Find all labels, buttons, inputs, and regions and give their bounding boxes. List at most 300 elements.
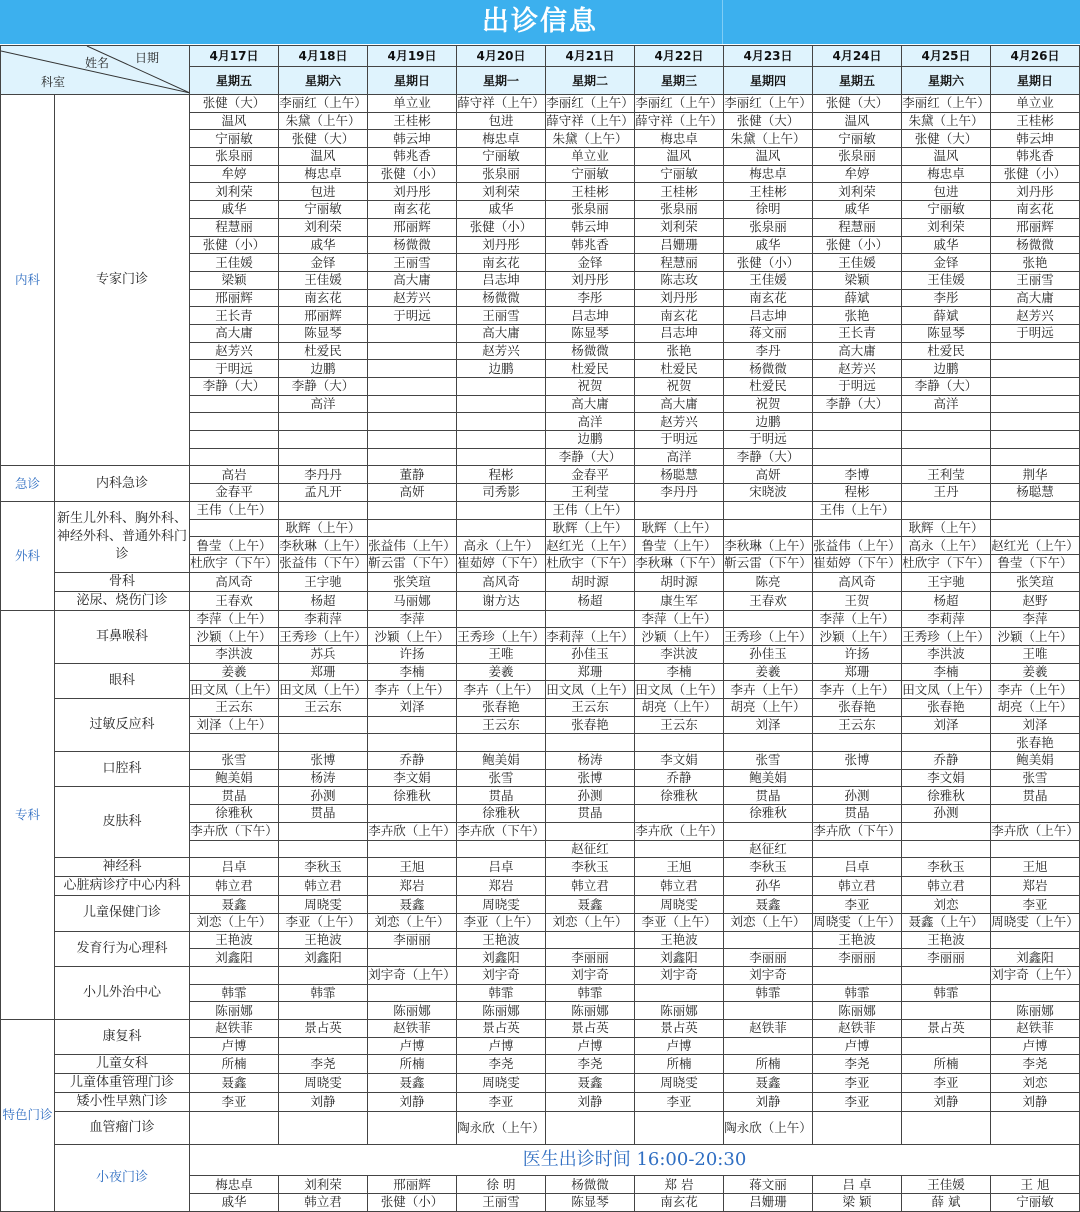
doctor-cell [813, 448, 902, 466]
doctor-cell: 李亚（上午） [635, 913, 724, 931]
doctor-cell: 温风 [902, 148, 991, 166]
doctor-cell: 刘鑫阳 [635, 949, 724, 967]
doctor-cell: 李卉欣（下午） [190, 823, 278, 839]
doctor-cell: 宁丽敏 [279, 201, 368, 219]
doctor-cell: 李亚 [902, 1074, 991, 1093]
doctor-cell: 李洪波 [190, 645, 279, 663]
doctor-cell: 姜羲 [190, 663, 279, 681]
doctor-cell [457, 395, 546, 413]
doctor-cell: 李秋琳（上午） [724, 537, 812, 553]
doctor-cell [902, 1037, 991, 1055]
doctor-cell: 王云东 [190, 699, 279, 717]
doctor-cell: 赵铁菲 [813, 1020, 902, 1038]
doctor-cell [368, 413, 457, 431]
doctor-cell: 陶永欣（上午） [724, 1112, 813, 1145]
table-row [1, 501, 1080, 519]
doctor-cell: 贯晶 [991, 787, 1080, 805]
doctor-cell: 沙颖（上午） [635, 628, 724, 646]
doctor-cell: 李莉萍 [902, 610, 991, 628]
doctor-cell [279, 1112, 368, 1145]
doctor-cell: 康生军 [635, 591, 724, 610]
doctor-cell: 谢方达 [457, 591, 546, 610]
doctor-cell: 李萍 [368, 610, 457, 628]
doctor-cell: 陈亮 [724, 572, 813, 591]
doctor-cell [902, 413, 991, 431]
doctor-cell: 高大庸 [635, 395, 724, 413]
doctor-cell: 孙佳玉 [546, 645, 635, 663]
doctor-cell: 薛守祥（上午） [457, 95, 545, 111]
weekday-header: 星期六 [279, 67, 368, 95]
table-row [1, 858, 1080, 877]
doctor-cell: 王桂彬 [635, 183, 724, 201]
doctor-cell [635, 840, 724, 858]
doctor-cell: 张笑瑄 [368, 572, 457, 591]
doctor-cell: 张泉丽 [813, 148, 902, 166]
dept-label: 科室 [41, 75, 66, 89]
doctor-cell: 李莉萍（上午） [546, 628, 634, 644]
doctor-cell: 王唯 [457, 645, 546, 663]
table-header [1, 46, 1080, 95]
doctor-cell: 陈丽娜 [813, 1002, 902, 1020]
doctor-cell: 刘静 [724, 1093, 813, 1112]
date-header: 4月17日 [190, 46, 279, 67]
doctor-cell: 司秀影 [457, 484, 546, 502]
doctor-cell: 王伟（上午） [813, 501, 902, 519]
doctor-cell [635, 734, 724, 752]
doctor-cell: 张健（小） [368, 1194, 457, 1212]
doctor-cell: 杨聪慧 [635, 466, 724, 484]
doctor-cell: 吕志坤 [724, 307, 813, 325]
doctor-cell: 朱黛（上午） [279, 112, 368, 130]
doctor-cell [457, 448, 546, 466]
doctor-cell: 张健（小） [368, 165, 457, 183]
doctor-cell [991, 413, 1080, 431]
doctor-cell: 鲁莹（上午） [635, 537, 724, 555]
doctor-cell: 梅忠卓 [635, 130, 724, 148]
doctor-cell: 邢丽辉 [368, 1176, 457, 1194]
doctor-cell: 李亚 [635, 1093, 724, 1112]
date-header: 4月24日 [813, 46, 902, 67]
doctor-cell: 杨微微 [546, 342, 635, 360]
doctor-cell: 周晓雯 [279, 896, 368, 914]
doctor-cell: 郑岩 [991, 877, 1080, 896]
doctor-cell: 沙颖（上午） [813, 628, 902, 646]
doctor-cell: 李文娟 [902, 769, 991, 787]
doctor-cell: 高风奇 [190, 572, 279, 591]
doctor-cell: 刘丹彤 [368, 183, 457, 201]
doctor-cell [368, 431, 457, 449]
doctor-cell: 高洋 [635, 448, 724, 466]
doctor-cell [902, 431, 991, 449]
doctor-cell: 李亚 [813, 896, 902, 914]
doctor-cell: 李萍 [991, 610, 1080, 628]
doctor-cell: 李亚 [991, 896, 1080, 914]
doctor-cell: 高洋 [279, 395, 368, 413]
doctor-cell [813, 1112, 902, 1145]
doctor-cell: 赵芳兴 [457, 342, 546, 360]
doctor-cell [457, 413, 546, 431]
doctor-cell: 于明远 [724, 431, 813, 449]
doctor-cell: 刘恋（上午） [190, 913, 279, 931]
doctor-cell [279, 734, 368, 752]
doctor-cell: 陈显琴 [546, 1194, 635, 1212]
doctor-cell: 聂鑫 [368, 896, 457, 914]
doctor-cell: 梁颖 [813, 271, 902, 289]
doctor-cell: 赵征红 [724, 840, 813, 858]
doctor-cell: 李丽红（上午） [902, 95, 990, 111]
doctor-cell: 所楠 [724, 1055, 813, 1074]
doctor-cell: 张益伟（下午） [279, 555, 367, 571]
doctor-cell: 孙测 [813, 787, 902, 805]
category-name: 急诊 [1, 466, 55, 501]
doctor-cell: 韩云坤 [991, 130, 1080, 148]
doctor-cell: 郑珊 [546, 663, 635, 681]
doctor-cell: 李卉欣（上午） [635, 823, 723, 839]
doctor-cell: 边鹏 [902, 360, 991, 378]
doctor-cell [279, 431, 368, 449]
doctor-cell: 李卉（上午） [813, 681, 902, 699]
date-header: 4月18日 [279, 46, 368, 67]
doctor-cell: 李卉（上午） [724, 681, 813, 699]
doctor-cell: 李静（大） [902, 378, 991, 396]
doctor-cell [279, 501, 368, 519]
date-row [1, 46, 1080, 67]
doctor-cell: 温风 [813, 112, 902, 130]
doctor-cell [279, 1037, 368, 1055]
doctor-cell [724, 822, 813, 840]
doctor-cell: 王艳波 [279, 931, 368, 949]
doctor-cell [813, 734, 902, 752]
doctor-cell [991, 805, 1080, 823]
doctor-cell: 南玄花 [457, 254, 546, 272]
doctor-cell: 刘利荣 [279, 218, 368, 236]
doctor-cell: 南玄花 [724, 289, 813, 307]
doctor-cell: 徐雅秋 [902, 787, 991, 805]
doctor-cell: 梅忠卓 [457, 130, 546, 148]
doctor-cell: 赵红光（上午） [991, 537, 1079, 553]
doctor-cell [546, 734, 635, 752]
doctor-cell: 景占英 [457, 1020, 546, 1038]
doctor-cell: 王春欢 [190, 591, 279, 610]
doctor-cell: 杨微微 [724, 360, 813, 378]
doctor-cell: 李楠 [368, 663, 457, 681]
doctor-cell [902, 1112, 991, 1145]
doctor-cell: 胡亮（上午） [724, 699, 813, 717]
doctor-cell: 蒋文丽 [724, 324, 813, 342]
doctor-cell: 刘宇奇 [724, 966, 813, 984]
doctor-cell: 卢博 [546, 1037, 635, 1055]
doctor-cell: 刘丹彤 [546, 271, 635, 289]
doctor-cell: 郑 岩 [635, 1176, 724, 1194]
doctor-cell [902, 448, 991, 466]
doctor-cell: 刘静 [902, 1093, 991, 1112]
doctor-cell: 邢丽辉 [991, 218, 1080, 236]
doctor-cell: 鲍美娟 [190, 769, 279, 787]
doctor-cell [368, 840, 457, 858]
doctor-cell [635, 984, 724, 1002]
doctor-cell: 高永（上午） [457, 537, 546, 555]
department-name: 眼科 [55, 663, 190, 698]
doctor-cell [724, 1002, 813, 1020]
doctor-cell: 王长青 [813, 324, 902, 342]
doctor-cell: 程彬 [813, 484, 902, 502]
doctor-cell: 聂鑫 [190, 896, 279, 914]
doctor-cell: 李丹丹 [635, 484, 724, 502]
doctor-cell: 刘利荣 [902, 218, 991, 236]
doctor-cell [902, 734, 991, 752]
doctor-cell [991, 431, 1080, 449]
doctor-cell [724, 610, 813, 628]
doctor-cell: 王佳媛 [190, 254, 279, 272]
doctor-cell: 温风 [724, 148, 813, 166]
doctor-cell: 景占英 [635, 1020, 724, 1038]
category-name: 特色门诊 [1, 1020, 55, 1212]
doctor-cell: 贯晶 [813, 805, 902, 823]
doctor-cell: 乔静 [635, 769, 724, 787]
doctor-cell: 高洋 [546, 413, 635, 431]
doctor-cell [190, 840, 279, 858]
doctor-cell: 王桂彬 [724, 183, 813, 201]
doctor-cell: 王佳媛 [724, 271, 813, 289]
doctor-cell [991, 1112, 1080, 1145]
doctor-cell: 张雪 [724, 752, 813, 770]
doctor-cell: 田文凤（上午） [279, 681, 367, 697]
doctor-cell: 宁丽敏 [813, 130, 902, 148]
doctor-cell: 包进 [902, 183, 991, 201]
doctor-cell: 周晓雯 [457, 896, 546, 914]
doctor-cell: 张健（小） [813, 236, 902, 254]
department-name: 专家门诊 [55, 95, 190, 466]
doctor-cell: 刘泽 [724, 716, 813, 734]
doctor-cell: 李亚 [190, 1093, 279, 1112]
doctor-cell: 张春艳 [991, 734, 1080, 752]
doctor-cell: 李卉（上午） [457, 681, 546, 699]
doctor-cell: 荆华 [991, 466, 1080, 484]
department-name: 口腔科 [55, 752, 190, 787]
doctor-cell: 韩立君 [279, 877, 368, 896]
date-label: 日期 [135, 51, 160, 65]
doctor-cell: 李卉欣（上午） [368, 823, 456, 839]
doctor-cell: 刘静 [368, 1093, 457, 1112]
doctor-cell: 于明远 [368, 307, 457, 325]
doctor-cell: 姜羲 [991, 663, 1080, 681]
doctor-cell: 吕卓 [190, 858, 279, 877]
doctor-cell: 李萍（上午） [635, 610, 724, 628]
doctor-cell: 聂鑫 [724, 896, 813, 914]
department-name: 儿童女科 [55, 1055, 190, 1074]
doctor-cell: 于明远 [635, 431, 724, 449]
doctor-cell: 梅忠卓 [724, 165, 813, 183]
doctor-cell: 宁丽敏 [902, 201, 991, 219]
doctor-cell: 李卉（上午） [991, 681, 1080, 699]
doctor-cell: 乔静 [368, 752, 457, 770]
doctor-cell: 李博 [813, 466, 902, 484]
doctor-cell: 所楠 [635, 1055, 724, 1074]
doctor-cell: 王丽雪 [457, 1194, 546, 1212]
doctor-cell: 韩立君 [902, 877, 991, 896]
doctor-cell [190, 431, 279, 449]
doctor-cell: 南玄花 [368, 201, 457, 219]
doctor-cell: 边鹏 [279, 360, 368, 378]
doctor-cell: 李洪波 [635, 645, 724, 663]
doctor-cell: 徐雅秋 [635, 787, 724, 805]
doctor-cell: 张泉丽 [635, 201, 724, 219]
doctor-cell [546, 1112, 635, 1145]
doctor-cell: 朱黛（上午） [546, 130, 635, 148]
table-row [1, 966, 1080, 984]
doctor-cell: 王春欢 [724, 591, 813, 610]
doctor-cell: 聂鑫 [546, 1074, 635, 1093]
doctor-cell: 王宇驰 [902, 572, 991, 591]
doctor-cell: 鲍美娟 [991, 752, 1080, 770]
doctor-cell: 李丹 [724, 342, 813, 360]
table-row [1, 663, 1080, 681]
doctor-cell: 杜欣宇（下午） [546, 555, 634, 571]
doctor-cell [368, 1112, 457, 1145]
doctor-cell: 张雪 [457, 769, 546, 787]
department-name: 小夜门诊 [55, 1145, 190, 1211]
doctor-cell: 韩兆香 [546, 236, 635, 254]
doctor-cell: 乔静 [902, 752, 991, 770]
doctor-cell [190, 966, 279, 984]
doctor-cell: 陈丽娜 [546, 1002, 635, 1020]
doctor-cell [813, 840, 902, 858]
doctor-cell: 韩霏 [546, 984, 635, 1002]
weekday-header: 星期六 [902, 67, 991, 95]
doctor-cell: 薛斌 [902, 307, 991, 325]
doctor-cell: 王艳波 [457, 931, 546, 949]
doctor-cell: 王秀珍（上午） [279, 628, 367, 644]
doctor-cell: 李静（大） [724, 448, 813, 466]
doctor-cell: 杨超 [902, 591, 991, 610]
doctor-cell [635, 805, 724, 823]
doctor-cell: 赵芳兴 [991, 307, 1080, 325]
doctor-cell: 周晓雯 [279, 1074, 368, 1093]
doctor-cell: 刘泽（上午） [190, 716, 279, 734]
doctor-cell: 孙测 [902, 805, 991, 823]
doctor-cell: 李卉欣（下午） [457, 823, 545, 839]
doctor-cell: 李丽丽 [813, 949, 902, 967]
doctor-cell: 韩立君 [813, 877, 902, 896]
doctor-cell: 金铎 [902, 254, 991, 272]
doctor-cell: 王唯 [991, 645, 1080, 663]
doctor-cell: 刘恋（上午） [724, 913, 813, 931]
doctor-cell [991, 984, 1080, 1002]
doctor-cell: 高大庸 [368, 271, 457, 289]
doctor-cell [635, 501, 724, 519]
doctor-cell: 李秋玉 [279, 858, 368, 877]
doctor-cell: 靳云雷（下午） [368, 555, 456, 571]
doctor-cell [368, 716, 457, 734]
doctor-cell: 聂鑫 [546, 896, 635, 914]
doctor-cell [190, 395, 279, 413]
doctor-cell: 单立业 [991, 95, 1080, 113]
doctor-cell: 杨聪慧 [991, 484, 1080, 502]
doctor-cell: 李文娟 [368, 769, 457, 787]
date-header: 4月23日 [724, 46, 813, 67]
doctor-cell: 赵芳兴 [190, 342, 279, 360]
doctor-cell [991, 395, 1080, 413]
date-header: 4月20日 [457, 46, 546, 67]
doctor-cell: 杨涛 [546, 752, 635, 770]
doctor-cell: 戚华 [190, 1194, 279, 1212]
doctor-cell: 刘鑫阳 [457, 949, 546, 967]
doctor-cell [902, 966, 991, 984]
doctor-cell: 宋晓波 [724, 484, 813, 502]
department-name: 儿童体重管理门诊 [55, 1074, 190, 1093]
table-row [1, 1055, 1080, 1074]
doctor-cell: 张健（大） [724, 112, 813, 130]
doctor-cell: 王云东 [635, 716, 724, 734]
doctor-cell: 韩霏 [724, 984, 813, 1002]
doctor-cell: 刘鑫阳 [190, 949, 279, 967]
doctor-cell: 李亚 [813, 1093, 902, 1112]
doctor-cell: 韩霏 [279, 984, 368, 1002]
department-name: 发育行为心理科 [55, 931, 190, 966]
doctor-cell: 郑岩 [457, 877, 546, 896]
doctor-cell: 金春平 [190, 484, 279, 502]
date-header: 4月21日 [546, 46, 635, 67]
doctor-cell [368, 378, 457, 396]
doctor-cell [902, 840, 991, 858]
doctor-cell: 卢博 [813, 1037, 902, 1055]
doctor-cell: 徐雅秋 [724, 805, 813, 823]
doctor-cell: 崔茹婷（下午） [457, 555, 545, 571]
doctor-cell: 王旭 [635, 858, 724, 877]
doctor-cell: 王伟（上午） [190, 501, 279, 519]
doctor-cell: 张雪 [190, 752, 279, 770]
doctor-cell: 吕志坤 [457, 271, 546, 289]
doctor-cell: 李秋玉 [902, 858, 991, 877]
doctor-cell: 张泉丽 [724, 218, 813, 236]
department-name: 小儿外治中心 [55, 966, 190, 1019]
doctor-cell [190, 413, 279, 431]
doctor-cell: 耿辉（上午） [635, 519, 724, 537]
doctor-cell [724, 501, 813, 519]
doctor-cell: 梁颖 [190, 271, 279, 289]
doctor-cell: 姜羲 [724, 663, 813, 681]
doctor-cell: 宁丽敏 [546, 165, 635, 183]
doctor-cell: 李彤 [902, 289, 991, 307]
doctor-cell [813, 413, 902, 431]
department-name: 内科急诊 [55, 466, 190, 501]
doctor-cell: 郑珊 [279, 663, 368, 681]
doctor-cell: 赵芳兴 [368, 289, 457, 307]
doctor-cell: 张健（大） [902, 130, 991, 148]
doctor-cell: 杜爱民 [546, 360, 635, 378]
doctor-cell [991, 931, 1080, 949]
doctor-cell: 蒋文丽 [724, 1176, 813, 1194]
doctor-cell: 王艳波 [902, 931, 991, 949]
page-title: 出诊信息 [482, 6, 598, 37]
doctor-cell: 王艳波 [813, 931, 902, 949]
doctor-cell: 所楠 [368, 1055, 457, 1074]
doctor-cell: 韩兆香 [368, 148, 457, 166]
doctor-cell [279, 822, 368, 840]
date-header: 4月26日 [991, 46, 1080, 67]
doctor-cell [279, 413, 368, 431]
doctor-cell: 刘泽 [991, 716, 1080, 734]
weekday-header: 星期三 [635, 67, 724, 95]
doctor-cell: 戚华 [457, 201, 546, 219]
table-row [1, 1145, 1080, 1176]
doctor-cell: 刘丹彤 [635, 289, 724, 307]
doctor-cell: 高大庸 [457, 324, 546, 342]
doctor-cell: 李秋玉 [724, 858, 813, 877]
doctor-cell: 田文凤（上午） [902, 681, 990, 697]
doctor-cell: 杜欣宇（下午） [190, 555, 278, 571]
doctor-cell: 刘恋（上午） [546, 913, 635, 931]
